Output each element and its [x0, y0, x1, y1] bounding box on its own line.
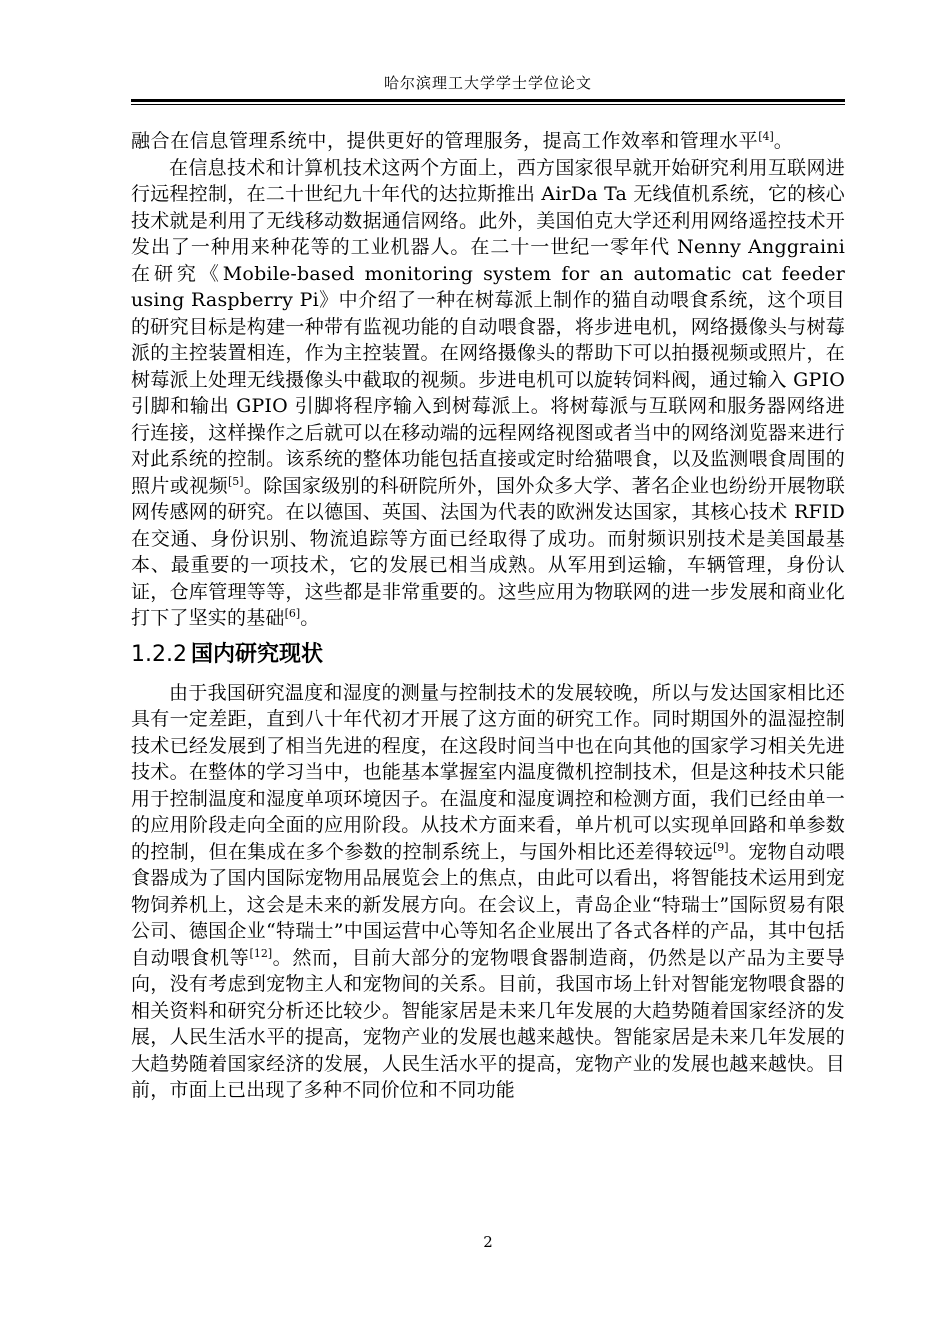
paragraph-continued: [131, 128, 845, 155]
paragraph-foreign-research: [131, 155, 845, 632]
paragraph-text-continued: 。除国家级别的科研院所外，国外众多大学、著名企业也纷纷开展物联网传感网的研究。在以德国、英国、法国为代表的欧洲发达国家，其核心技术 RFID 在交通、身份识别、物流追踪等方面已经取得了成功。而射频识别技术是美国最基本、最重要的一项技术，它的发展已相当成熟。从军用到运输，车辆管理，身份认证，仓库管理等等，这些都是非常重要的。这些应用为物联网的进一步发展和商业化打下了坚实的基础: [131, 474, 845, 629]
paragraph-domestic-research: [131, 680, 845, 1104]
section-heading: [131, 640, 845, 670]
body-text: [131, 128, 845, 1104]
citation-ref: [4]: [758, 130, 774, 143]
paragraph-text: 在信息技术和计算机技术这两个方面上，西方国家很早就开始研究利用互联网进行远程控制，在二十世纪九十年代的达拉斯推出 AirDa Ta 无线值机系统，它的核心技术就是利用了无线移动数据通信网络。此外，美国伯克大学还利用网络遥控技术开发出了一种用来种花等的工业机器人。在二十一世纪一零年代 Nenny Anggraini 在研究《Mobile-based monitoring system for an automatic cat feeder using Raspberry Pi》中介绍了一种在树莓派上制作的猫自动喂食系统，这个项目的研究目标是构建一种带有监视功能的自动喂食器，将步进电机，网络摄像头与树莓派的主控装置相连，作为主控装置。在网络摄像头的帮助下可以拍摄视频或照片，在树莓派上处理无线摄像头中截取的视频。步进电机可以旋转饲料阀，通过输入 GPIO 引脚和输出 GPIO 引脚将程序输入到树莓派上。将树莓派与互联网和服务器网络进行连接，这样操作之后就可以在移动端的远程网络视图或者当中的网络浏览器来进行对此系统的控制。该系统的整体功能包括直接或定时给猫喂食，以及监测喂食周围的照片或视频: [131, 156, 845, 497]
page-number: 2: [483, 1233, 493, 1251]
citation-ref: [12]: [249, 946, 273, 960]
section-title: 国内研究现状: [190, 641, 323, 667]
citation-ref: [6]: [284, 607, 301, 620]
header-rule-thin: [131, 104, 845, 105]
citation-ref: [9]: [713, 840, 729, 854]
running-header: 哈尔滨理工大学学士学位论文: [383, 74, 592, 92]
citation-ref: [5]: [228, 474, 244, 488]
paragraph-text: 由于我国研究温度和湿度的测量与控制技术的发展较晚，所以与发达国家相比还具有一定差距，直到八十年代初才开展了这方面的研究工作。同时期国外的温湿控制技术已经发展到了相当先进的程度，在这段时间当中也在向其他的国家学习相关先进技术。在整体的学习当中，也能基本掌握室内温度微机控制技术，但是这种技术只能用于控制温度和湿度单项环境因子。在温度和湿度调控和检测方面，我们已经由单一的应用阶段走向全面的应用阶段。从技术方面来看，单片机可以实现单回路和单参数的控制，但在集成在多个参数的控制系统上，与国外相比还差得较远: [131, 681, 845, 863]
header-rule-thick: [131, 99, 845, 102]
paragraph-punctuation: 。: [773, 130, 794, 152]
section-number: 1.2.2: [131, 641, 187, 667]
paragraph-text-continued: 。然而，目前大部分的宠物喂食器制造商，仍然是以产品为主要导向，没有考虑到宠物主人和宠物间的关系。目前，我国市场上针对智能宠物喂食器的相关资料和研究分析还比较少。智能家居是未来几年发展的大趋势随着国家经济的发展，人民生活水平的提高，宠物产业的发展也越来越快。智能家居是未来几年发展的大趋势随着国家经济的发展，人民生活水平的提高，宠物产业的发展也越来越快。目前，市面上已出现了多种不同价位和不同功能: [131, 946, 845, 1101]
paragraph-punctuation: 。: [300, 607, 320, 629]
paragraph-text: 融合在信息管理系统中，提供更好的管理服务，提高工作效率和管理水平: [131, 130, 759, 152]
paragraph-text-continued: 。宠物自动喂食器成为了国内国际宠物用品展览会上的焦点，由此可以看出，将智能技术运用到宠物饲养机上，这会是未来的新发展方向。在会议上，青岛企业“特瑞士”国际贸易有限公司、德国企业“特瑞士”中国运营中心等知名企业展出了各式各样的产品，其中包括自动喂食机等: [131, 840, 845, 969]
